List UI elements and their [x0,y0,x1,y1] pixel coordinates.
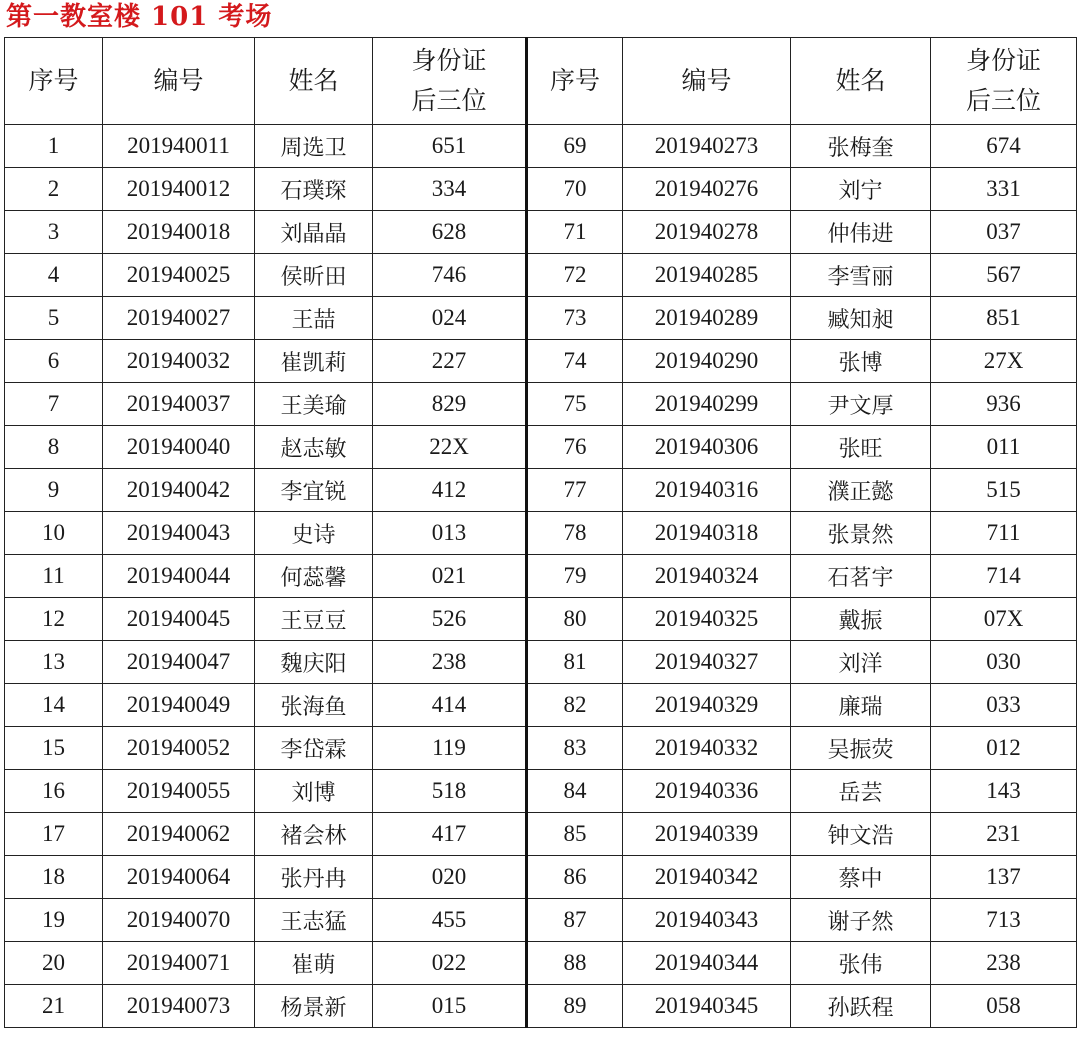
header-id-right: 编号 [623,38,791,125]
seq-cell-left: 5 [5,297,103,340]
table-row [5,512,1077,555]
seq-cell-right: 73 [527,297,623,340]
seq-cell-right: 78 [527,512,623,555]
seq-cell-right: 69 [527,125,623,168]
header-name-left: 姓名 [255,38,373,125]
table-row [5,813,1077,856]
idnum-cell-right: 27X [931,340,1077,383]
name-cell-right: 吴振荧 [791,727,931,770]
seq-cell-left: 11 [5,555,103,598]
header-seq-right: 序号 [527,38,623,125]
name-cell-left: 刘晶晶 [255,211,373,254]
idnum-cell-right: 238 [931,942,1077,985]
id-cell-right: 201940339 [623,813,791,856]
seq-cell-left: 8 [5,426,103,469]
idnum-cell-right: 331 [931,168,1077,211]
header-idnum-right [931,38,1077,125]
name-cell-right: 仲伟进 [791,211,931,254]
seq-cell-right: 82 [527,684,623,727]
id-cell-right: 201940343 [623,899,791,942]
page-title: 第一教室楼 101 考场 [6,2,273,32]
seq-cell-left: 17 [5,813,103,856]
seq-cell-right: 87 [527,899,623,942]
table-row [5,297,1077,340]
idnum-cell-left: 414 [373,684,527,727]
table-row [5,641,1077,684]
seq-cell-left: 19 [5,899,103,942]
name-cell-right: 谢子然 [791,899,931,942]
name-cell-right: 刘洋 [791,641,931,684]
name-cell-right: 张景然 [791,512,931,555]
name-cell-right: 刘宁 [791,168,931,211]
name-cell-left: 张海鱼 [255,684,373,727]
id-cell-right: 201940278 [623,211,791,254]
idnum-cell-left: 020 [373,856,527,899]
seq-cell-right: 83 [527,727,623,770]
id-cell-left: 201940012 [103,168,255,211]
header-idnum-line2: 后三位 [965,86,1041,115]
name-cell-left: 崔凯莉 [255,340,373,383]
idnum-cell-left: 024 [373,297,527,340]
name-cell-left: 杨景新 [255,985,373,1028]
id-cell-right: 201940324 [623,555,791,598]
seq-cell-left: 15 [5,727,103,770]
seq-cell-right: 84 [527,770,623,813]
idnum-cell-left: 238 [373,641,527,684]
exam-roster-table [4,37,1077,1028]
id-cell-left: 201940045 [103,598,255,641]
id-cell-right: 201940327 [623,641,791,684]
idnum-cell-left: 334 [373,168,527,211]
name-cell-left: 赵志敏 [255,426,373,469]
idnum-cell-left: 651 [373,125,527,168]
name-cell-right: 张旺 [791,426,931,469]
id-cell-right: 201940329 [623,684,791,727]
seq-cell-right: 85 [527,813,623,856]
table-row [5,770,1077,813]
name-cell-right: 孙跃程 [791,985,931,1028]
name-cell-right: 张梅奎 [791,125,931,168]
idnum-cell-right: 011 [931,426,1077,469]
seq-cell-left: 10 [5,512,103,555]
name-cell-right: 岳芸 [791,770,931,813]
name-cell-left: 魏庆阳 [255,641,373,684]
seq-cell-left: 12 [5,598,103,641]
idnum-cell-right: 033 [931,684,1077,727]
seq-cell-right: 79 [527,555,623,598]
id-cell-left: 201940027 [103,297,255,340]
id-cell-left: 201940025 [103,254,255,297]
seq-cell-right: 80 [527,598,623,641]
seq-cell-left: 14 [5,684,103,727]
id-cell-left: 201940049 [103,684,255,727]
seq-cell-left: 20 [5,942,103,985]
id-cell-right: 201940325 [623,598,791,641]
id-cell-right: 201940318 [623,512,791,555]
name-cell-left: 王志猛 [255,899,373,942]
seq-cell-right: 89 [527,985,623,1028]
idnum-cell-right: 567 [931,254,1077,297]
table-row [5,211,1077,254]
seq-cell-left: 7 [5,383,103,426]
id-cell-right: 201940299 [623,383,791,426]
idnum-cell-right: 058 [931,985,1077,1028]
name-cell-right: 臧知昶 [791,297,931,340]
name-cell-left: 李岱霖 [255,727,373,770]
id-cell-right: 201940316 [623,469,791,512]
name-cell-left: 崔萌 [255,942,373,985]
id-cell-left: 201940070 [103,899,255,942]
idnum-cell-right: 231 [931,813,1077,856]
idnum-cell-left: 417 [373,813,527,856]
idnum-cell-left: 628 [373,211,527,254]
idnum-cell-right: 515 [931,469,1077,512]
table-row [5,254,1077,297]
name-cell-left: 何蕊馨 [255,555,373,598]
idnum-cell-left: 412 [373,469,527,512]
id-cell-right: 201940344 [623,942,791,985]
seq-cell-right: 77 [527,469,623,512]
id-cell-right: 201940276 [623,168,791,211]
id-cell-left: 201940055 [103,770,255,813]
name-cell-right: 濮正懿 [791,469,931,512]
table-row [5,598,1077,641]
seq-cell-left: 6 [5,340,103,383]
name-cell-right: 张伟 [791,942,931,985]
name-cell-right: 钟文浩 [791,813,931,856]
name-cell-left: 褚会林 [255,813,373,856]
seq-cell-right: 75 [527,383,623,426]
seq-cell-right: 70 [527,168,623,211]
header-idnum-left [373,38,527,125]
table-row [5,383,1077,426]
name-cell-right: 石茗宇 [791,555,931,598]
name-cell-right: 尹文厚 [791,383,931,426]
table-row [5,899,1077,942]
seq-cell-right: 86 [527,856,623,899]
id-cell-left: 201940073 [103,985,255,1028]
seq-cell-left: 2 [5,168,103,211]
id-cell-right: 201940289 [623,297,791,340]
name-cell-left: 石璞琛 [255,168,373,211]
id-cell-right: 201940345 [623,985,791,1028]
seq-cell-left: 13 [5,641,103,684]
name-cell-left: 王喆 [255,297,373,340]
id-cell-right: 201940336 [623,770,791,813]
idnum-cell-left: 022 [373,942,527,985]
seq-cell-left: 1 [5,125,103,168]
name-cell-left: 侯昕田 [255,254,373,297]
name-cell-right: 廉瑞 [791,684,931,727]
table-row [5,469,1077,512]
seq-cell-left: 18 [5,856,103,899]
idnum-cell-right: 143 [931,770,1077,813]
idnum-cell-left: 746 [373,254,527,297]
seq-cell-right: 88 [527,942,623,985]
id-cell-left: 201940042 [103,469,255,512]
id-cell-left: 201940044 [103,555,255,598]
header-idnum-line1: 身份证 [965,46,1041,75]
seq-cell-left: 16 [5,770,103,813]
table-body [5,125,1077,1028]
id-cell-right: 201940306 [623,426,791,469]
id-cell-left: 201940047 [103,641,255,684]
id-cell-left: 201940032 [103,340,255,383]
idnum-cell-right: 674 [931,125,1077,168]
seq-cell-left: 3 [5,211,103,254]
id-cell-right: 201940273 [623,125,791,168]
header-row [5,38,1077,125]
header-name-right: 姓名 [791,38,931,125]
idnum-cell-left: 119 [373,727,527,770]
id-cell-left: 201940052 [103,727,255,770]
seq-cell-right: 81 [527,641,623,684]
idnum-cell-left: 829 [373,383,527,426]
header-id-left: 编号 [103,38,255,125]
idnum-cell-left: 015 [373,985,527,1028]
id-cell-left: 201940018 [103,211,255,254]
id-cell-right: 201940342 [623,856,791,899]
table-row [5,684,1077,727]
table-row [5,856,1077,899]
id-cell-left: 201940064 [103,856,255,899]
header-seq-left: 序号 [5,38,103,125]
name-cell-left: 王美瑜 [255,383,373,426]
name-cell-left: 周选卫 [255,125,373,168]
table-row [5,125,1077,168]
seq-cell-right: 74 [527,340,623,383]
id-cell-left: 201940062 [103,813,255,856]
id-cell-left: 201940043 [103,512,255,555]
idnum-cell-right: 714 [931,555,1077,598]
idnum-cell-left: 526 [373,598,527,641]
table-row [5,340,1077,383]
seq-cell-right: 71 [527,211,623,254]
idnum-cell-right: 012 [931,727,1077,770]
id-cell-right: 201940285 [623,254,791,297]
idnum-cell-right: 851 [931,297,1077,340]
name-cell-left: 王豆豆 [255,598,373,641]
table-row [5,168,1077,211]
id-cell-left: 201940040 [103,426,255,469]
idnum-cell-right: 037 [931,211,1077,254]
name-cell-left: 刘博 [255,770,373,813]
seq-cell-right: 76 [527,426,623,469]
seq-cell-left: 4 [5,254,103,297]
name-cell-left: 史诗 [255,512,373,555]
table-row [5,727,1077,770]
header-idnum-line2: 后三位 [411,86,487,115]
id-cell-right: 201940332 [623,727,791,770]
table-row [5,426,1077,469]
name-cell-right: 张博 [791,340,931,383]
id-cell-left: 201940071 [103,942,255,985]
header-idnum-line1: 身份证 [411,46,487,75]
idnum-cell-left: 455 [373,899,527,942]
table-row [5,942,1077,985]
table-row [5,555,1077,598]
id-cell-left: 201940037 [103,383,255,426]
idnum-cell-left: 22X [373,426,527,469]
idnum-cell-left: 021 [373,555,527,598]
idnum-cell-left: 227 [373,340,527,383]
idnum-cell-right: 137 [931,856,1077,899]
table-header [5,38,1077,125]
idnum-cell-right: 936 [931,383,1077,426]
seq-cell-left: 21 [5,985,103,1028]
idnum-cell-right: 713 [931,899,1077,942]
idnum-cell-left: 518 [373,770,527,813]
table-row [5,985,1077,1028]
id-cell-left: 201940011 [103,125,255,168]
id-cell-right: 201940290 [623,340,791,383]
idnum-cell-right: 711 [931,512,1077,555]
name-cell-left: 张丹冉 [255,856,373,899]
name-cell-right: 戴振 [791,598,931,641]
name-cell-right: 蔡中 [791,856,931,899]
idnum-cell-right: 030 [931,641,1077,684]
idnum-cell-right: 07X [931,598,1077,641]
seq-cell-left: 9 [5,469,103,512]
name-cell-right: 李雪丽 [791,254,931,297]
idnum-cell-left: 013 [373,512,527,555]
seq-cell-right: 72 [527,254,623,297]
name-cell-left: 李宜锐 [255,469,373,512]
